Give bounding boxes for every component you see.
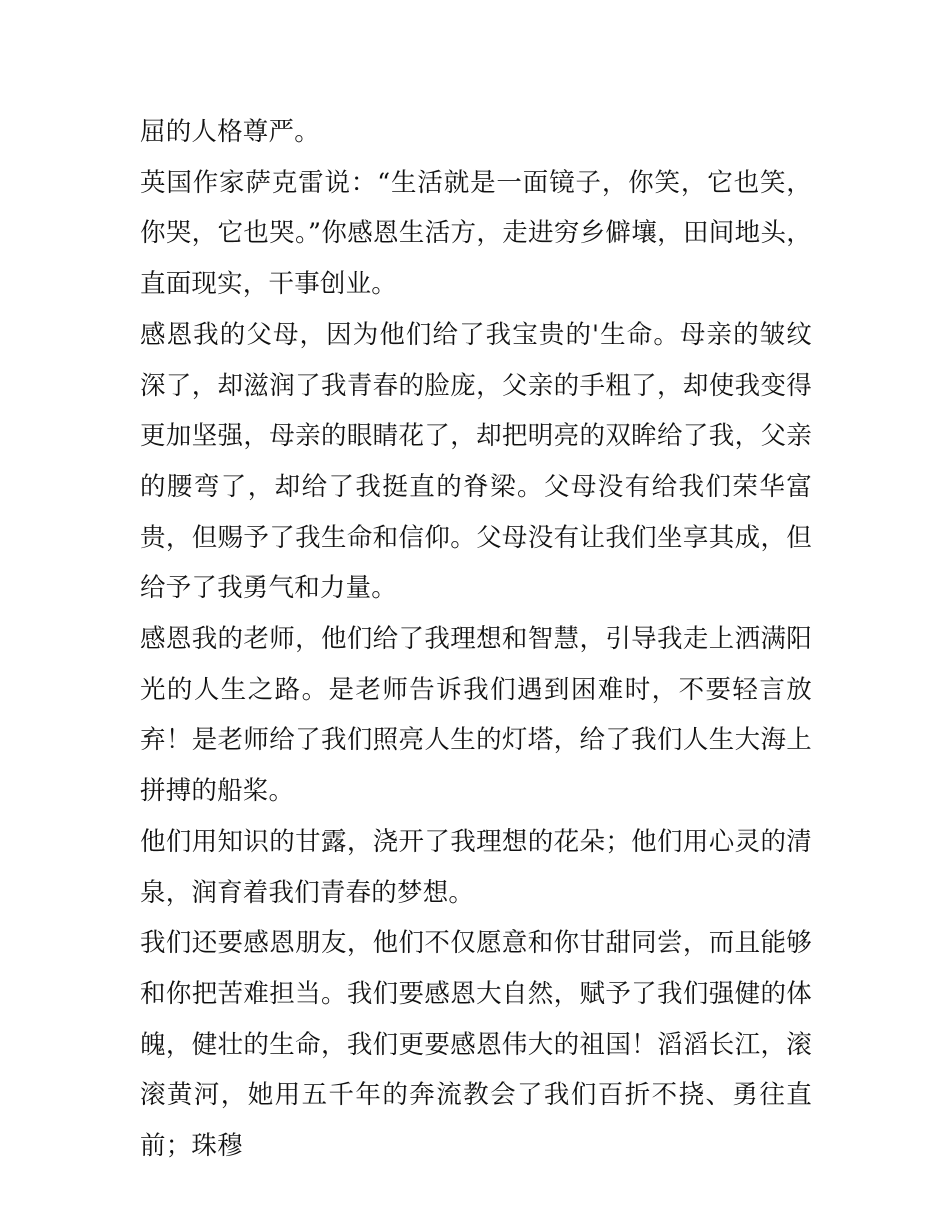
document-body xyxy=(140,107,812,1172)
paragraph: 感恩我的老师，他们给了我理想和智慧，引导我走上洒满阳光的人生之路。是老师告诉我们遇到困难时，不要轻言放弃！是老师给了我们照亮人生的灯塔，给了我们人生大海上拼搏的船桨。 xyxy=(140,624,812,807)
paragraph: 我们还要感恩朋友，他们不仅愿意和你甘甜同尝，而且能够和你把苦难担当。我们要感恩大自然，赋予了我们强健的体魄，健壮的生命，我们更要感恩伟大的祖国！滔滔长江，滚滚黄河，她用五千年的奔流教会了我们百折不挠、勇往直前；珠穆 xyxy=(140,928,812,1162)
paragraph: 英国作家萨克雷说：“生活就是一面镜子，你笑，它也笑，你哭，它也哭。”你感恩生活方，走进穷乡僻壤，田间地头，直面现实，干事创业。 xyxy=(140,167,812,300)
paragraph: 屈的人格尊严。 xyxy=(140,117,320,147)
paragraph: 他们用知识的甘露，浇开了我理想的花朵；他们用心灵的清泉，润育着我们青春的梦想。 xyxy=(140,826,812,908)
paragraph: 感恩我的父母，因为他们给了我宝贵的'生命。母亲的皱纹深了，却滋润了我青春的脸庞，父亲的手粗了，却使我变得更加坚强，母亲的眼睛花了，却把明亮的双眸给了我，父亲的腰弯了，却给了我挺直的脊梁。父母没有给我们荣华富贵，但赐予了我生命和信仰。父母没有让我们坐享其成，但给予了我勇气和力量。 xyxy=(140,319,812,604)
